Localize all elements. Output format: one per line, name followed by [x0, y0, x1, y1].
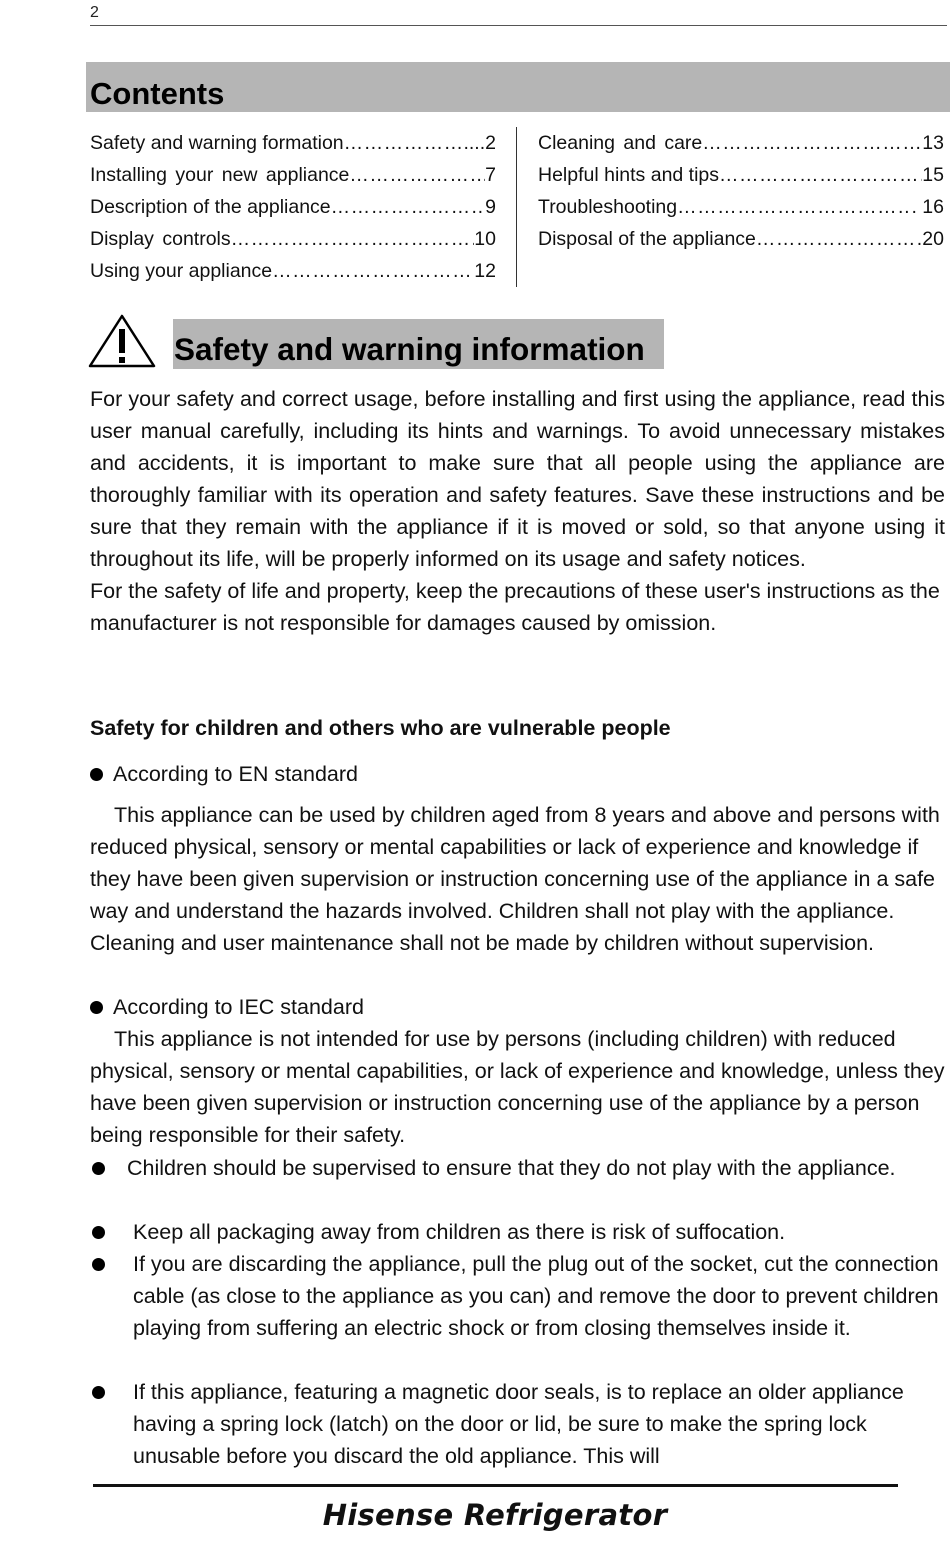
en-standard-bullet	[90, 758, 358, 790]
toc-item-label: Safety and warning formation	[90, 132, 344, 154]
toc-item[interactable]	[90, 255, 496, 287]
toc-right-column	[538, 127, 944, 255]
bullet-icon	[92, 1226, 105, 1239]
header-rule	[90, 25, 947, 26]
toc-item[interactable]	[538, 223, 944, 255]
bullet-icon	[92, 1386, 105, 1399]
toc-item-label: Display controls	[90, 228, 231, 250]
list-item: Keep all packaging away from children as there is risk of suffocation.	[90, 1216, 940, 1248]
toc-item[interactable]	[538, 159, 944, 191]
bullet-icon	[92, 1258, 105, 1271]
toc-item-label: Troubleshooting	[538, 196, 678, 218]
toc-item-label: Description of the appliance	[90, 196, 331, 218]
toc-item-page: 7	[485, 164, 496, 186]
toc-item-page: 10	[474, 228, 496, 250]
toc-item-label: Installing your new appliance	[90, 164, 350, 186]
toc-item-label: Helpful hints and tips	[538, 164, 720, 186]
list-item: Children should be supervised to ensure that they do not play with the appliance.	[90, 1152, 940, 1184]
iec-standard-paragraph: This appliance is not intended for use by persons (including children) with reduced physical, sensory or mental capabilities, or lack of experience and knowledge, unless they have been given supervision or instruction concerning use of the appliance by a person being responsible for their safety.	[90, 1027, 945, 1147]
list-item: If you are discarding the appliance, pull the plug out of the socket, cut the connection cable (as close to the appliance as you can) and remove the door to prevent children playing from suffering an electric shock or from closing themselves inside it.	[90, 1248, 940, 1344]
toc-divider	[516, 127, 517, 287]
toc-item[interactable]	[90, 191, 496, 223]
bullet-icon	[90, 768, 103, 781]
page-number: 2	[90, 4, 99, 21]
toc-item-page: 12	[474, 260, 496, 282]
iec-standard-label: According to IEC standard	[113, 995, 364, 1019]
toc-left-column	[90, 127, 496, 287]
toc-item-page: ....2	[463, 132, 496, 154]
iec-standard-bullet	[90, 991, 364, 1023]
toc-item[interactable]	[538, 191, 944, 223]
toc-item-label: Cleaning and care	[538, 132, 703, 154]
brand-logo: Hisense Refrigerator	[322, 1498, 668, 1532]
en-standard-label: According to EN standard	[113, 762, 358, 786]
toc-item[interactable]	[538, 127, 944, 159]
toc-item[interactable]	[90, 159, 496, 191]
warning-triangle-icon	[87, 313, 157, 369]
toc-item-page: 20	[922, 228, 944, 250]
toc-item[interactable]	[90, 223, 496, 255]
en-standard-paragraph: This appliance can be used by children aged from 8 years and above and persons with reduced physical, sensory or mental capabilities or lack of experience and knowledge if they have been given supervision or instruction concerning use of the appliance in a safe way and understand the hazards involved. Children shall not play with the appliance. Cleaning and user maintenance shall not be made by children without supervision.	[90, 803, 940, 955]
footer-rule	[93, 1484, 898, 1487]
toc-item-page: 15	[922, 164, 944, 186]
toc-item-page: . 16	[911, 196, 944, 218]
contents-header-bar	[86, 62, 950, 112]
toc-item-label: Using your appliance	[90, 260, 273, 282]
safety-intro	[90, 383, 945, 639]
contents-title: Contents	[90, 76, 225, 111]
bullet-icon	[92, 1162, 105, 1175]
toc-item-label: Disposal of the appliance	[538, 228, 756, 250]
safety-heading: Safety and warning information	[174, 331, 645, 367]
toc-item-page: 9	[485, 196, 496, 218]
toc-item[interactable]	[90, 127, 496, 159]
children-safety-heading: Safety for children and others who are vulnerable people	[90, 716, 671, 740]
intro-paragraph: For the safety of life and property, keep the precautions of these user's instructions as the manufacturer is not responsible for damages caused by omission.	[90, 579, 940, 635]
toc-item-page: 13	[922, 132, 944, 154]
list-item: If this appliance, featuring a magnetic door seals, is to replace an older appliance having a spring lock (latch) on the door or lid, be sure to make the spring lock unusable before you discard the old appliance. This will	[90, 1376, 940, 1472]
intro-paragraph: For your safety and correct usage, before installing and first using the appliance, read this user manual carefully, including its hints and warnings. To avoid unnecessary mistakes and accidents, it is important to make sure that all people using the appliance are thoroughly familiar with its operation and safety features. Save these instructions and be sure that they remain with the appliance if it is moved or sold, so that anyone using it throughout its life, will be properly informed on its usage and safety notices.	[90, 387, 945, 571]
bullet-icon	[90, 1001, 103, 1014]
